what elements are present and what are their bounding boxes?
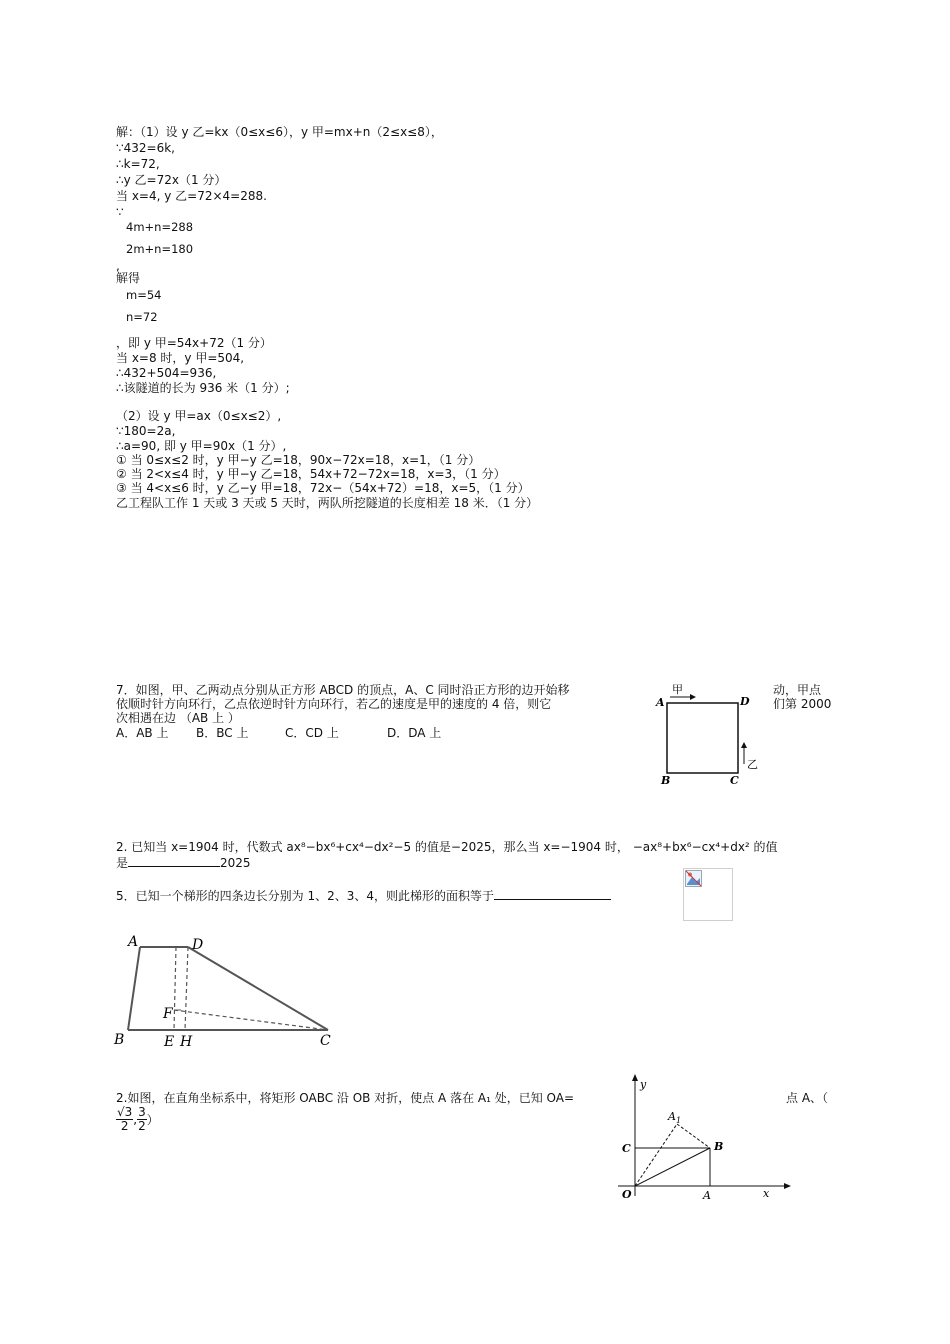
case-3: ③ 当 4<x≤6 时，y 乙−y 甲=18，72x−（54x+72）=18，x=5，（1 分） xyxy=(116,481,530,495)
q2a-answer: 2025 xyxy=(220,856,251,870)
q2b-tail: 点 A、（ xyxy=(786,1091,829,1105)
origin-o: O xyxy=(622,1188,632,1201)
q2b-text: 2.如图，在直角坐标系中，将矩形 OABC 沿 OB 对折，使点 A 落在 A₁ 处，已知 OA= xyxy=(116,1091,575,1105)
coordinate-value xyxy=(116,1106,159,1133)
q7-line-1: 7．如图，甲、乙两动点分别从正方形 ABCD 的顶点，A、C 同时沿正方形的边开始移 xyxy=(116,683,570,697)
solution-line: ∵ xyxy=(116,205,124,219)
q7-line-2: 依顺时针方向环行，乙点依逆时针方向环行，若乙的速度是甲的速度的 4 倍，则它 xyxy=(116,697,552,711)
case-1: ① 当 0≤x≤2 时，y 甲−y 乙=18，90x−72x=18，x=1，（1 分） xyxy=(116,453,481,467)
point-a: A xyxy=(703,1189,711,1202)
vertex-b: B xyxy=(661,774,671,787)
fraction-2 xyxy=(137,1106,147,1133)
solution-line: ∴a=90, 即 y 甲=90x（1 分）, xyxy=(116,439,287,453)
answer-blank xyxy=(128,855,220,867)
comma: , xyxy=(133,1112,138,1127)
equation-1: 4m+n=288 xyxy=(126,220,194,234)
solution-line: 解：（1）设 y 乙=kx（0≤x≤6），y 甲=mx+n（2≤x≤8）， xyxy=(116,125,443,139)
q2a-text: 2. 已知当 x=1904 时，代数式 ax⁸−bx⁶+cx⁴−dx²−5 的值是−2025，那么当 x=−1904 时， −ax⁸+bx⁶−cx⁴+dx² 的值 xyxy=(116,840,778,854)
solution-line: ∴k=72, xyxy=(116,157,160,171)
point-c: C xyxy=(622,1142,631,1155)
point-a1: $A_1$ xyxy=(668,1110,682,1125)
solution-line: 当 x=8 时，y 甲=504, xyxy=(116,351,245,365)
vertex-a: A xyxy=(128,934,139,950)
fraction-1-numerator: √3 xyxy=(117,1105,133,1119)
point-h: H xyxy=(180,1034,193,1050)
q7-line-3: 次相遇在边 （AB 上 ） xyxy=(116,711,240,725)
broken-image-placeholder xyxy=(683,868,733,921)
solution-line: 解得 xyxy=(116,271,141,285)
q2a-line-2 xyxy=(116,855,251,871)
fraction-2-numerator: 3 xyxy=(138,1105,146,1119)
option-d: D．DA 上 xyxy=(387,726,442,740)
conclusion: 乙工程队工作 1 天或 3 天或 5 天时，两队所挖隧道的长度相差 18 米．（1 分） xyxy=(116,496,539,510)
answer-blank xyxy=(494,888,611,900)
broken-image-icon xyxy=(685,870,703,888)
q5-prompt: 5．已知一个梯形的四条边长分别为 1、2、3、4，则此梯形的面积等于 xyxy=(116,889,494,903)
vertex-a: A xyxy=(656,696,665,709)
square-figure xyxy=(650,680,770,790)
case-2: ② 当 2<x≤4 时，y 甲−y 乙=18，54x+72−72x=18，x=3，（1 分） xyxy=(116,467,506,481)
result-m: m=54 xyxy=(126,288,162,302)
trapezoid-figure xyxy=(108,930,348,1050)
solution-line: ∴y 乙=72x（1 分） xyxy=(116,173,227,187)
q7-line-2-tail: 们第 2000 xyxy=(773,697,832,711)
option-b: B．BC 上 xyxy=(196,726,249,740)
label-jia: 甲 xyxy=(672,683,683,696)
solution-line: ，即 y 甲=54x+72（1 分） xyxy=(116,336,272,350)
vertex-b: B xyxy=(114,1032,125,1048)
label-yi: 乙 xyxy=(747,758,758,771)
x-axis-label: x xyxy=(763,1187,770,1200)
vertex-d: D xyxy=(192,937,204,953)
option-c: C．CD 上 xyxy=(285,726,339,740)
solution-line: , xyxy=(116,259,120,273)
coordinate-figure xyxy=(610,1068,800,1208)
solution-line: ∴该隧道的长为 936 米（1 分）; xyxy=(116,381,290,395)
point-f: F xyxy=(163,1006,173,1022)
solution-line: ∵180=2a, xyxy=(116,424,176,438)
y-axis-label: y xyxy=(640,1078,647,1091)
q7-line-1-tail: 动，甲点 xyxy=(773,683,822,697)
solution-line: ∵432=6k, xyxy=(116,141,175,155)
vertex-d: D xyxy=(740,695,750,708)
option-a: A．AB 上 xyxy=(116,726,169,740)
q2a-prefix: 是 xyxy=(116,856,129,870)
point-b: B xyxy=(714,1140,724,1153)
solution-line: （2）设 y 甲=ax（0≤x≤2）, xyxy=(116,409,282,423)
vertex-c: C xyxy=(730,774,739,787)
equation-2: 2m+n=180 xyxy=(126,242,194,256)
solution-line: 当 x=4, y 乙=72×4=288. xyxy=(116,189,267,203)
point-e: E xyxy=(164,1034,175,1050)
fraction-1-denominator: 2 xyxy=(120,1119,129,1133)
solution-line: ∴432+504=936, xyxy=(116,366,217,380)
q5-text xyxy=(116,888,611,904)
close-paren: ） xyxy=(146,1113,159,1127)
fraction-1 xyxy=(116,1106,133,1133)
vertex-c: C xyxy=(320,1033,331,1049)
result-n: n=72 xyxy=(126,310,158,324)
fraction-2-denominator: 2 xyxy=(138,1119,146,1133)
